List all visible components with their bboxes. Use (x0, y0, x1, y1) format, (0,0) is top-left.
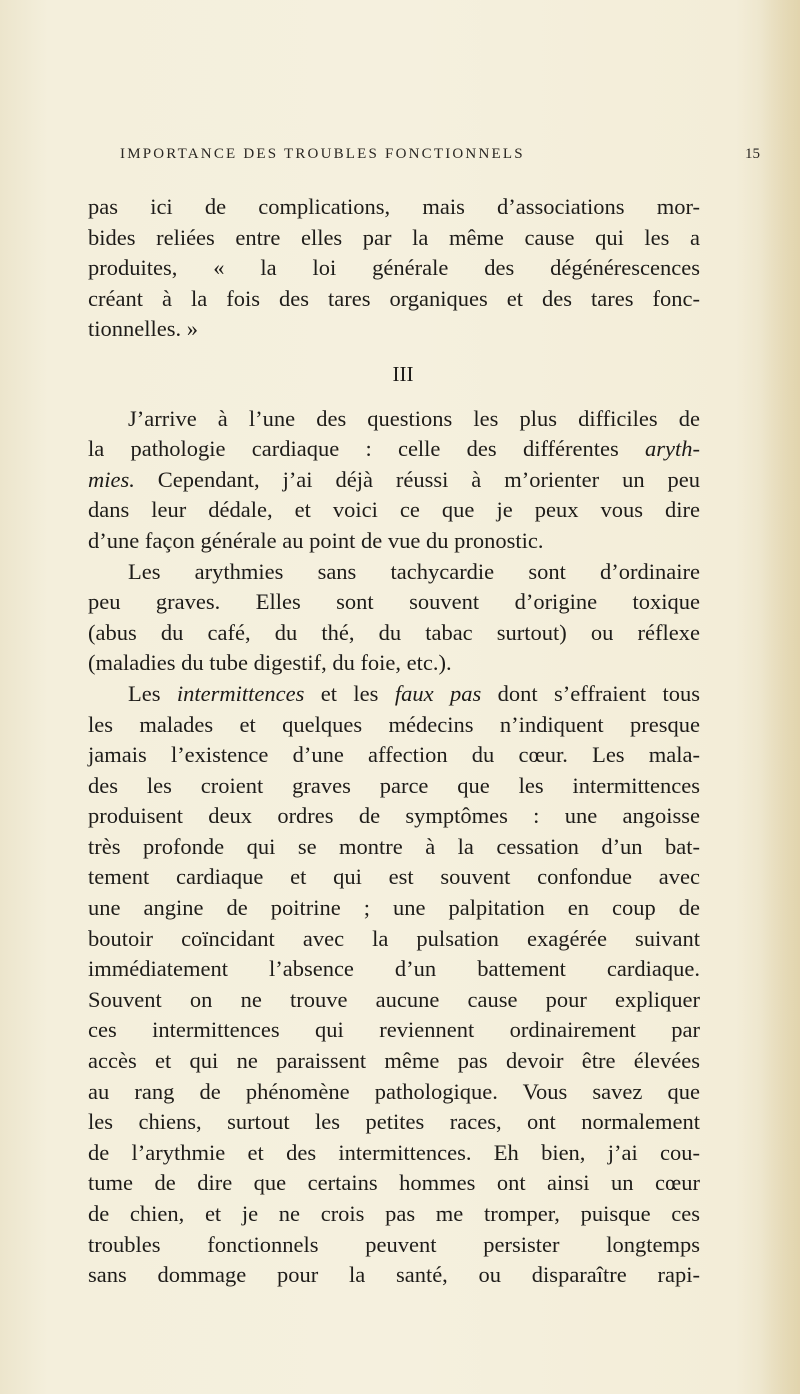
text-line: peu graves. Elles sont souvent d’origine toxique (88, 589, 700, 615)
text-line: pas ici de complications, mais d’associations mor- (88, 194, 700, 219)
text-line: troubles fonctionnels peuvent persister longtemps (88, 1231, 700, 1257)
text-line: bides reliées entre elles par la même cause qui les a (88, 224, 700, 250)
page-edge-shadow (760, 0, 800, 1394)
text-line: (maladies du tube digestif, du foie, etc.). (88, 650, 452, 676)
text-line: dans leur dédale, et voici ce que je peux vous dire (88, 497, 700, 523)
page-number: 15 (745, 146, 760, 162)
text-line (88, 434, 700, 465)
paragraph-3 (88, 557, 700, 679)
text-line: au rang de phénomène pathologique. Vous savez que (88, 1078, 700, 1104)
text-line: sans dommage pour la santé, ou disparaître rapi- (88, 1262, 700, 1288)
text-line: créant à la fois des tares organiques et des tares fonc- (88, 285, 700, 311)
text-line: accès et qui ne paraissent même pas devoir être élevées (88, 1048, 700, 1074)
text-line: Souvent on ne trouve aucune cause pour expliquer (88, 986, 700, 1012)
text-line: immédiatement l’absence d’un battement cardiaque. (88, 956, 700, 982)
text-line: de l’arythmie et des intermittences. Eh bien, j’ai cou- (88, 1139, 700, 1165)
text-run: Cependant, j’ai déjà réussi à m’orienter un peu (134, 466, 700, 492)
italic-term: aryth- (645, 436, 700, 462)
italic-term: intermittences (176, 680, 305, 706)
text-line: les chiens, surtout les petites races, ont normalement (88, 1109, 700, 1135)
text-line: ces intermittences qui reviennent ordinairement par (88, 1017, 700, 1043)
italic-term: mies. (88, 466, 135, 492)
text-line: des les croient graves parce que les intermittences (88, 772, 700, 798)
text-line: (abus du café, du thé, du tabac surtout) ou réflexe (88, 619, 700, 645)
text-run: et les (304, 680, 395, 706)
text-line: jamais l’existence d’une affection du cœur. Les mala- (88, 742, 700, 768)
italic-term: faux pas (394, 680, 482, 706)
text-line: très profonde qui se montre à la cessation d’un bat- (88, 833, 700, 859)
text-line (88, 465, 700, 496)
text-line: produisent deux ordres de symptômes : une angoisse (88, 803, 700, 829)
paragraph-4 (88, 679, 700, 1291)
text-line: les malades et quelques médecins n’indiquent presque (88, 711, 700, 737)
text-run: Les (128, 680, 177, 706)
section-numeral: III (392, 361, 414, 386)
text-run: dont s’effraient tous (481, 680, 700, 706)
text-line: une angine de poitrine ; une palpitation en coup de (88, 895, 700, 921)
paragraph-1 (88, 192, 700, 345)
running-title: IMPORTANCE DES TROUBLES FONCTIONNELS (120, 146, 525, 162)
text-line: d’une façon générale au point de vue du pronostic. (88, 527, 544, 553)
body-text (88, 192, 700, 1291)
paragraph-2 (88, 404, 700, 557)
text-line: produites, « la loi générale des dégénérescences (88, 255, 700, 281)
running-header (120, 146, 760, 163)
text-line: de chien, et je ne crois pas me tromper, puisque ces (88, 1201, 700, 1226)
text-run: la pathologie cardiaque : celle des différentes (88, 436, 645, 462)
text-line: J’arrive à l’une des questions les plus difficiles de (128, 405, 700, 431)
text-line: boutoir coïncidant avec la pulsation exagérée suivant (88, 925, 700, 951)
text-line: tionnelles. » (88, 316, 198, 342)
text-line: Les arythmies sans tachycardie sont d’ordinaire (128, 558, 700, 584)
text-line: tume de dire que certains hommes ont ainsi un cœur (88, 1170, 700, 1196)
text-line: tement cardiaque et qui est souvent confondue avec (88, 864, 700, 890)
text-line (88, 679, 700, 710)
